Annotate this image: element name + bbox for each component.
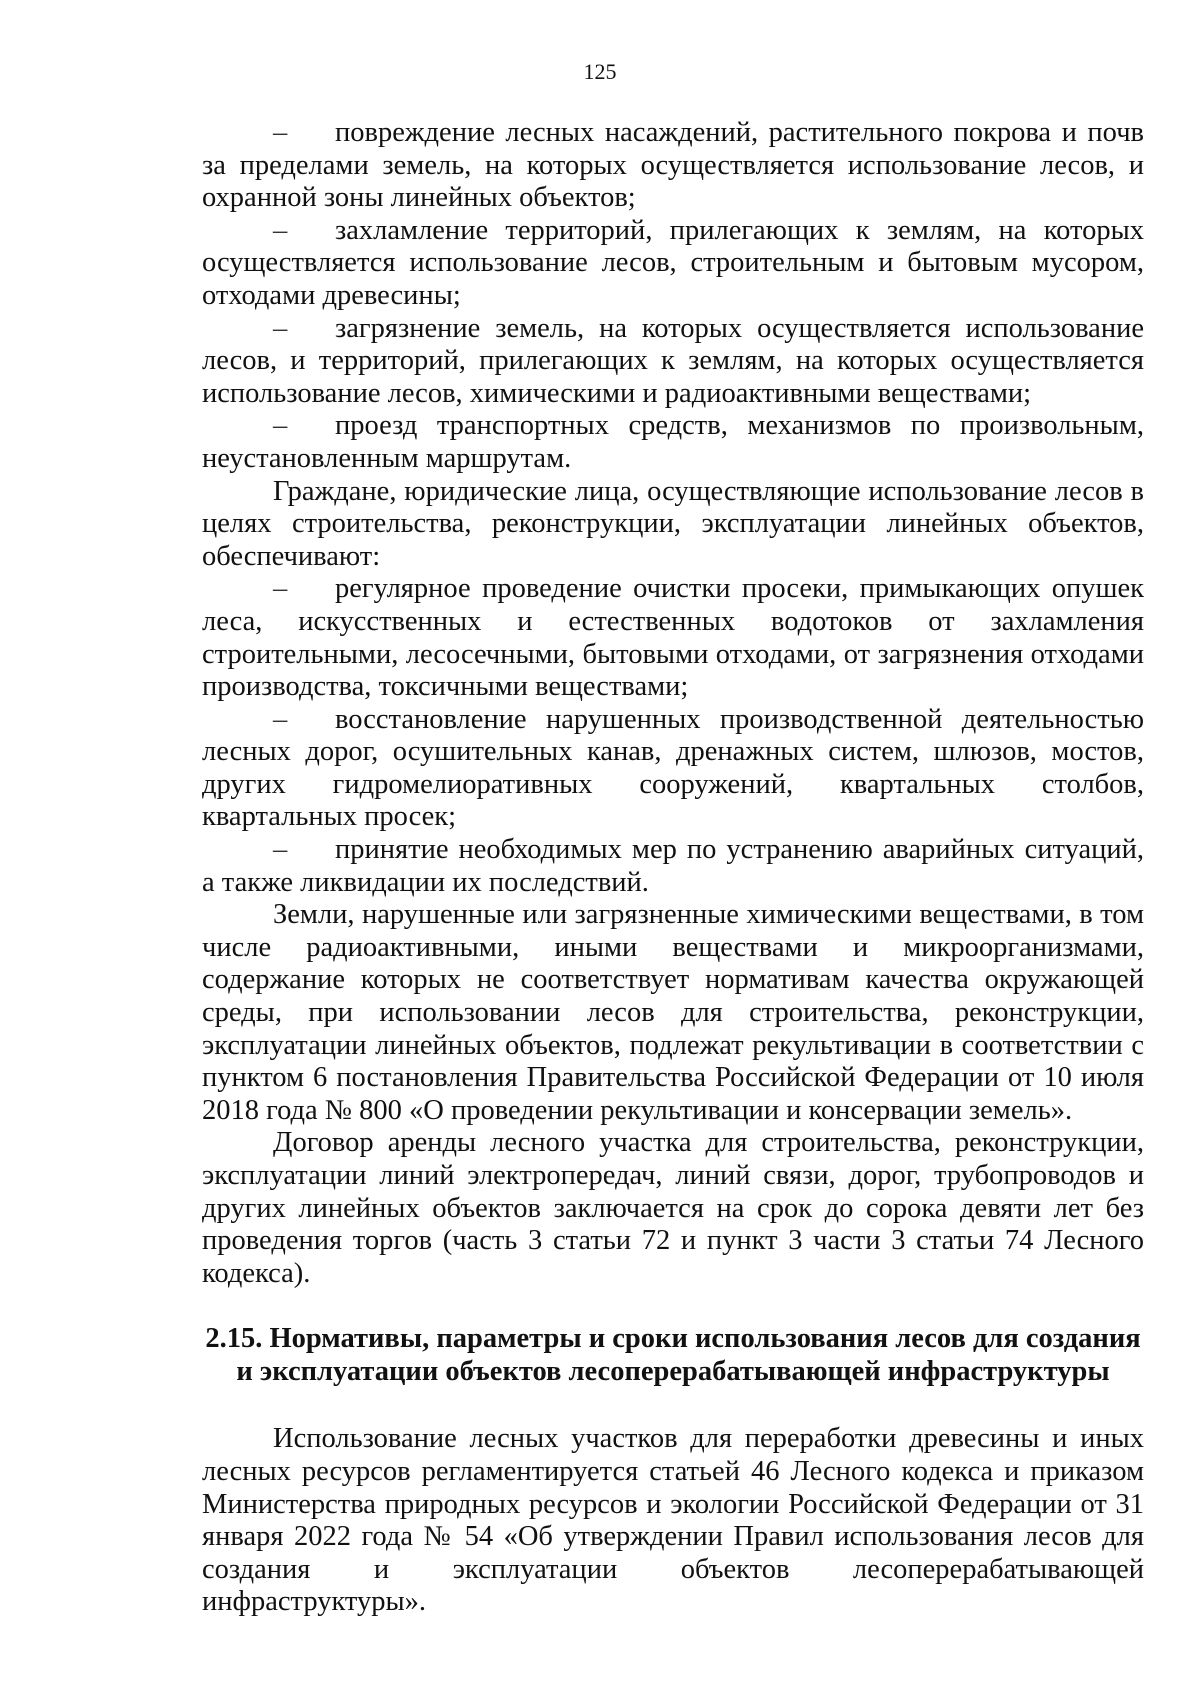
section-heading: [202, 1322, 1144, 1388]
section-heading-line-2: и эксплуатации объектов лесоперерабатывающей инфраструктуры: [236, 1356, 1110, 1388]
list-dash: –: [273, 214, 288, 246]
list-item: [202, 834, 1144, 899]
list-item-text: восстановление нарушенных производственной деятельностью лесных дорог, осушительных канав, дренажных систем, шлюзов, мостов, других гидромелиоративных сооружений, квартальных столбов, квартальных просек;: [202, 703, 1144, 833]
spacer: [202, 1290, 1144, 1322]
document-body: [202, 117, 1144, 1619]
paragraph-lands: Земли, нарушенные или загрязненные химическими веществами, в том числе радиоактивными, иными веществами и микроорганизмами, содержание которых не соответствует нормативам качества окружающей среды, при использовании лесов для строительства, реконструкции, эксплуатации линейных объектов, подлежат рекультивации в соответствии с пунктом 6 постановления Правительства Российской Федерации от 10 июля 2018 года № 800 «О проведении рекультивации и консервации земель».: [202, 899, 1144, 1126]
paragraph-contract: Договор аренды лесного участка для строительства, реконструкции, эксплуатации линий электропередач, линий связи, дорог, трубопроводов и других линейных объектов заключается на срок до сорока девяти лет без проведения торгов (часть 3 статьи 72 и пункт 3 части 3 статьи 74 Лесного кодекса).: [202, 1127, 1144, 1289]
list-dash: –: [273, 117, 288, 148]
page-number: 125: [583, 59, 617, 84]
list-item: [202, 215, 1144, 313]
list-dash: –: [273, 312, 288, 344]
list-item-text: регулярное проведение очистки просеки, примыкающих опушек леса, искусственных и естественных водотоков от захламления строительными, лесосечными, бытовыми отходами, от загрязнения отходами производства, токсичными веществами;: [202, 573, 1144, 703]
list-item: [202, 117, 1144, 215]
list-dash: –: [273, 703, 288, 735]
list-dash: –: [273, 573, 288, 605]
list-item-text: загрязнение земель, на которых осуществляется использование лесов, и территорий, прилегающих к землям, на которых осуществляется использование лесов, химическими и радиоактивными веществами;: [202, 312, 1144, 409]
list-item-text: повреждение лесных насаждений, растительного покрова и почв за пределами земель, на которых осуществляется использование лесов, и охранной зоны линейных объектов;: [202, 117, 1144, 214]
list-item: [202, 704, 1144, 834]
list-item: [202, 573, 1144, 703]
list-item: [202, 313, 1144, 411]
list-dash: –: [273, 834, 288, 866]
list-item: [202, 410, 1144, 475]
list-item-text: принятие необходимых мер по устранению аварийных ситуаций, а также ликвидации их последствий.: [202, 834, 1144, 898]
spacer: [202, 1388, 1144, 1423]
paragraph-usage: Использование лесных участков для переработки древесины и иных лесных ресурсов регламентируется статьей 46 Лесного кодекса и приказом Министерства природных ресурсов и экологии Российской Федерации от 31 января 2022 года № 54 «Об утверждении Правил использования лесов для создания и эксплуатации объектов лесоперерабатывающей инфраструктуры».: [202, 1423, 1144, 1618]
list-dash: –: [273, 410, 288, 442]
list-item-text: проезд транспортных средств, механизмов по произвольным, неустановленным маршрутам.: [202, 410, 1144, 474]
section-heading-line-1: 2.15. Нормативы, параметры и сроки использования лесов для создания: [205, 1323, 1141, 1355]
paragraph-citizens: Граждане, юридические лица, осуществляющие использование лесов в целях строительства, реконструкции, эксплуатации линейных объектов, обеспечивают:: [202, 475, 1144, 572]
list-item-text: захламление территорий, прилегающих к землям, на которых осуществляется использование лесов, строительным и бытовым мусором, отходами древесины;: [202, 214, 1144, 311]
